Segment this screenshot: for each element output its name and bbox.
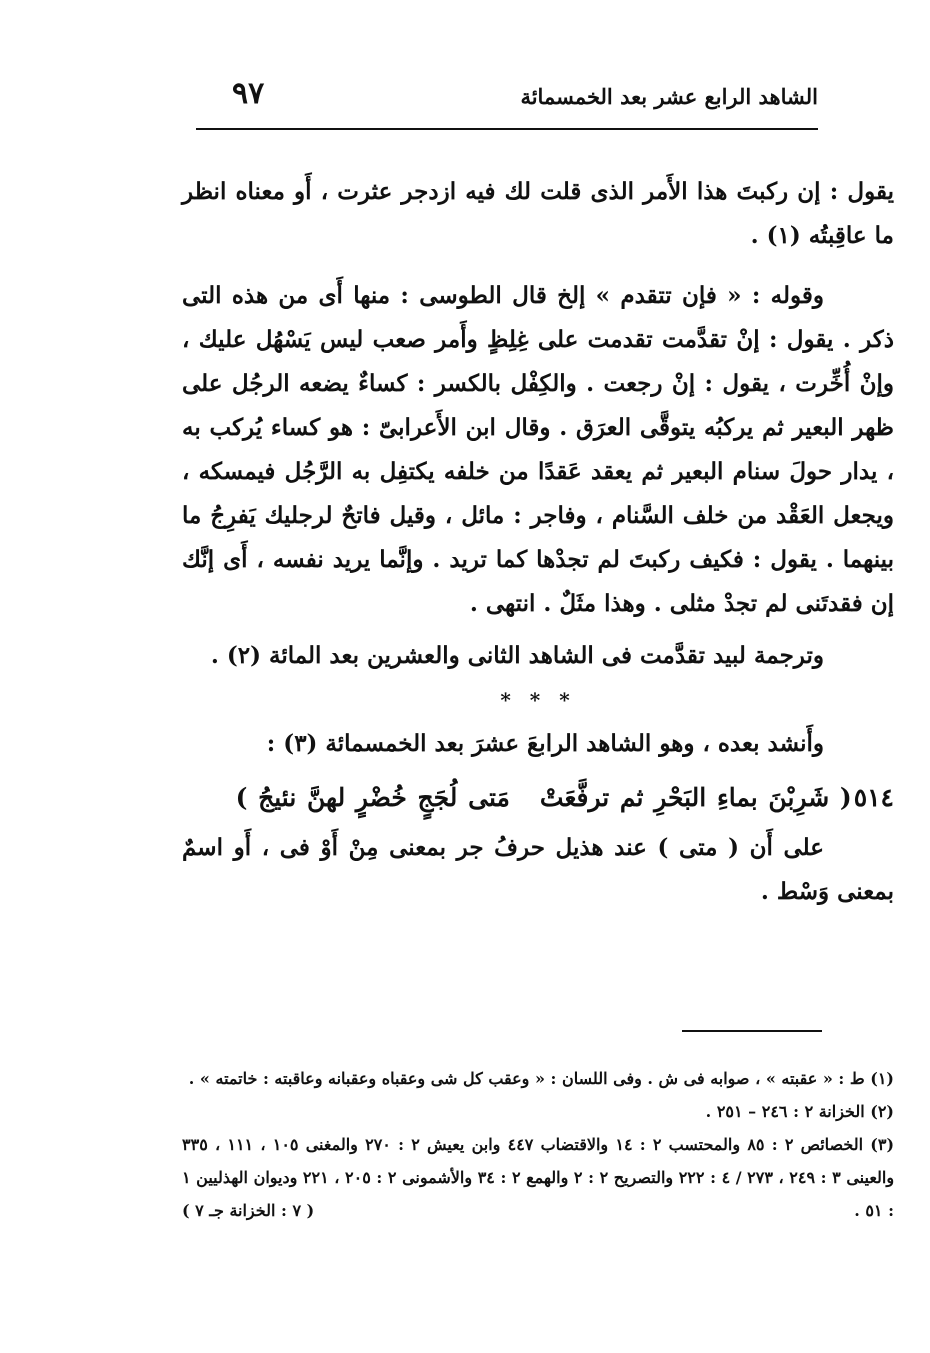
paragraph-1: يقول : إن ركبتَ هذا الأَمر الذى قلت لك فيه ازدجر عثرت ، أَو معناه انظر ما عاقِبتُه (١) . <box>182 178 894 249</box>
main-text <box>182 170 894 914</box>
footnotes <box>182 1062 894 1227</box>
footnote-3 <box>182 1128 894 1227</box>
footnote-2: (٢) الخزانة ٢ : ٢٤٦ – ٢٥١ . <box>705 1102 894 1121</box>
paragraph-3: وترجمة لبيد تقدَّمت فى الشاهد الثانى والعشرين بعد المائة (٢) . <box>210 642 824 669</box>
section-separator: * * * <box>500 688 576 712</box>
volume-mark: ( ٧ : الخزانة جـ ٧ ) <box>182 1201 315 1220</box>
page-number: ٩٧ <box>232 76 265 111</box>
paragraph-5: على أَن ( متى ) عند هذيل حرفُ جر بمعنى مِنْ أَوْ فى ، أَو اسمٌ بمعنى وَسْط . <box>182 834 894 905</box>
verse-line <box>182 776 894 820</box>
page-header <box>196 72 818 118</box>
footnote-3-text: (٣) الخصائص ٢ : ٨٥ والمحتسب ٢ : ١٤ والاقتضاب ٤٤٧ وابن يعيش ٢ : ٢٧٠ والمغنى ١٠٥ ، ١١١ ، ٣٣٥ والعينى ٣ : ٢٤٩ ، ٢٧٣ / ٤ : ٢٢٢ والتصريح ٢ : ٢ والهمع ٢ : ٣٤ والأشمونى ٢ : ٢٠٥ ، ٢٢١ وديوان الهذليين ١ : ٥١ . <box>182 1135 895 1220</box>
verse-hemistich-1: ( شَرِبْنَ بماءِ البَحْرِ ثم ترفَّعَتْ <box>539 783 852 812</box>
verse-hemistich-2: مَتى لُجَجٍ خُضْرٍ لهنَّ نئيجُ ) <box>235 783 510 812</box>
paragraph-2: وقوله : « فإن تتقدم » إلخ قال الطوسى : منها أَى من هذه التى ذكر . يقول : إنْ تقدَّمت تقدمت على غِلِظٍ وأَمر صعب ليس يَسْهُل عليك ، وإنْ أُخِّرت ، يقول : إنْ رجعت . والكِفْل بالكسر : كساءٌ يضعه الرجُل على ظهر البعير ثم يركبُه يتوقَّى العرَق . وقال ابن الأَعرابىّ : هو كساء يُركب به ، يدار حولَ سنام البعير ثم يعقد عَقدًا من خلفه يكتفِل به الرَّجُل فيمسكه ، ويجعل العَقْد من خلف السَّنام ، وفاجر : مائل ، وقيل فاتحٌ لرجليك يَفرِجُ ما بينهما . يقول : فكيف ركبتَ لم تجدْها كما تريد . وإنَّما يريد نفسه ، أَى إنَّك إن فقدتَنى لم تجدْ مثلى . وهذا مثَلٌ . انتهى . <box>182 282 894 617</box>
running-head: الشاهد الرابع عشر بعد الخمسمائة <box>520 84 818 109</box>
paragraph-4: وأَنشد بعده ، وهو الشاهد الرابعَ عشرَ بعد الخمسمائة (٣) : <box>266 730 824 757</box>
header-rule <box>196 128 818 130</box>
footnote-rule <box>682 1030 822 1032</box>
footnote-1: (١) ط : « عقبته » ، صوابه فى ش . وفى اللسان : « وعقب كل شى وعقباه وعقبانه وعاقبته : خاتمته » . <box>188 1069 894 1088</box>
verse-number: ٥١٤ <box>853 783 894 812</box>
